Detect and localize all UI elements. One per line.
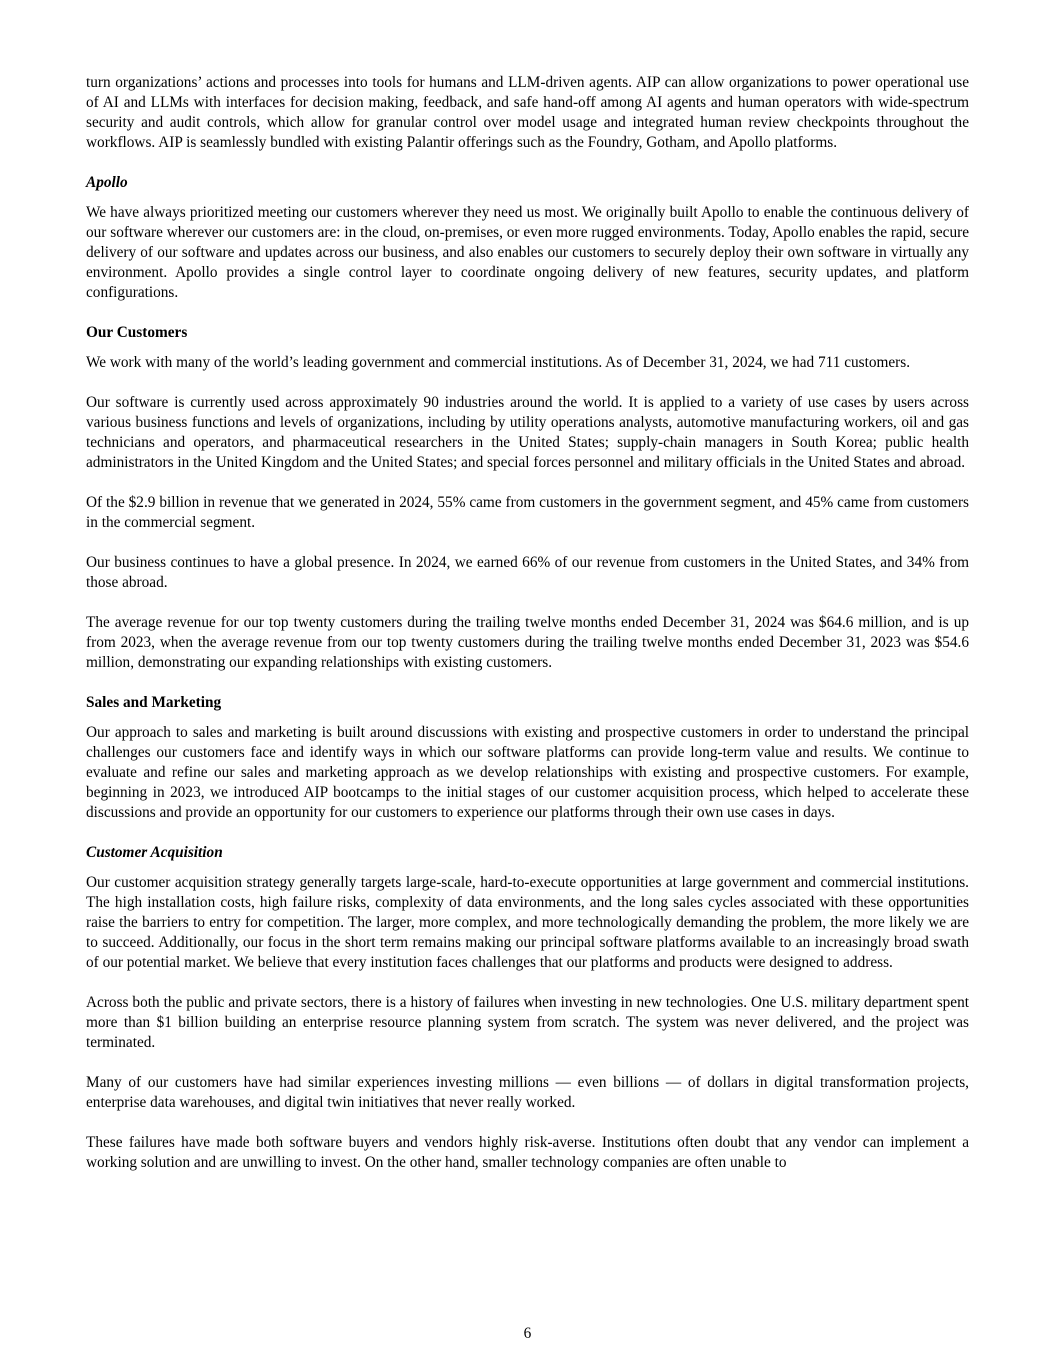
customer-acquisition-heading: Customer Acquisition xyxy=(86,844,223,861)
customers-paragraph-4: Our business continues to have a global presence. In 2024, we earned 66% of our revenue from customers in the United States, and 34% from those abroad. xyxy=(86,554,969,591)
customers-paragraph-5: The average revenue for our top twenty customers during the trailing twelve months ended December 31, 2024 was $64.6 million, and is up from 2023, when the average revenue from our top twenty customers during the trailing twelve months ended December 31, 2023 was $54.6 million, demonstrating our expanding relationships with existing customers. xyxy=(86,614,969,671)
customers-paragraph-2: Our software is currently used across approximately 90 industries around the world. It is applied to a variety of use cases by users across various business functions and levels of organizations, including by utility operations analysts, automotive manufacturing workers, oil and gas technicians and operators, and pharmaceutical researchers in the United States; supply-chain managers in South Korea; public health administrators in the United Kingdom and the United States; and special forces personnel and military officials in the United States and abroad. xyxy=(86,394,969,471)
intro-paragraph: turn organizations’ actions and processes into tools for humans and LLM-driven agents. AIP can allow organizations to power operational use of AI and LLMs with interfaces for decision making, feedback, and safe hand-off among AI agents and human operators with wide-spectrum security and audit controls, which allow for granular control over model usage and integrated human review checkpoints throughout the workflows. AIP is seamlessly bundled with existing Palantir offerings such as the Foundry, Gotham, and Apollo platforms. xyxy=(86,74,969,151)
apollo-heading: Apollo xyxy=(86,174,128,191)
customers-paragraph-3: Of the $2.9 billion in revenue that we generated in 2024, 55% came from customers in the government segment, and 45% came from customers in the commercial segment. xyxy=(86,494,969,531)
sales-paragraph-1: Our approach to sales and marketing is built around discussions with existing and prospective customers in order to understand the principal challenges our customers face and identify ways in which our software platforms can provide long-term value and results. We continue to evaluate and refine our sales and marketing approach as we develop relationships with existing and prospective customers. For example, beginning in 2023, we introduced AIP bootcamps to the initial stages of our customer acquisition process, which helped to accelerate these discussions and provide an opportunity for our customers to experience our platforms through their own use cases in days. xyxy=(86,724,969,821)
acquisition-paragraph-3: Many of our customers have had similar experiences investing millions — even billions — of dollars in digital transformation projects, enterprise data warehouses, and digital twin initiatives that never really worked. xyxy=(86,1074,969,1111)
acquisition-paragraph-2: Across both the public and private sectors, there is a history of failures when investing in new technologies. One U.S. military department spent more than $1 billion building an enterprise resource planning system from scratch. The system was never delivered, and the project was terminated. xyxy=(86,994,969,1051)
our-customers-heading: Our Customers xyxy=(86,324,188,341)
acquisition-paragraph-4: These failures have made both software buyers and vendors highly risk-averse. Institutions often doubt that any vendor can implement a working solution and are unwilling to invest. On the other hand, smaller technology companies are often unable to xyxy=(86,1134,969,1171)
apollo-paragraph: We have always prioritized meeting our customers wherever they need us most. We originally built Apollo to enable the continuous delivery of our software wherever our customers are: in the cloud, on-premises, or even more rugged environments. Today, Apollo enables the rapid, secure delivery of our software and updates across our business, and also enables our customers to securely deploy their own software in virtually any environment. Apollo provides a single control layer to coordinate ongoing delivery of new features, security updates, and platform configurations. xyxy=(86,204,969,301)
customers-paragraph-1: We work with many of the world’s leading government and commercial institutions. As of December 31, 2024, we had 711 customers. xyxy=(86,354,911,371)
sales-marketing-heading: Sales and Marketing xyxy=(86,694,222,711)
page-number: 6 xyxy=(523,1325,532,1342)
document-page xyxy=(86,73,969,1173)
acquisition-paragraph-1: Our customer acquisition strategy generally targets large-scale, hard-to-execute opportunities at large government and commercial institutions. The high installation costs, high failure risks, complexity of data environments, and the long sales cycles associated with these opportunities raise the barriers to entry for competition. The larger, more complex, and more technologically demanding the problem, the more likely we are to succeed. Additionally, our focus in the short term remains making our principal software platforms available to an increasingly broad swath of our potential market. We believe that every institution faces challenges that our platforms and products were designed to address. xyxy=(86,874,969,971)
